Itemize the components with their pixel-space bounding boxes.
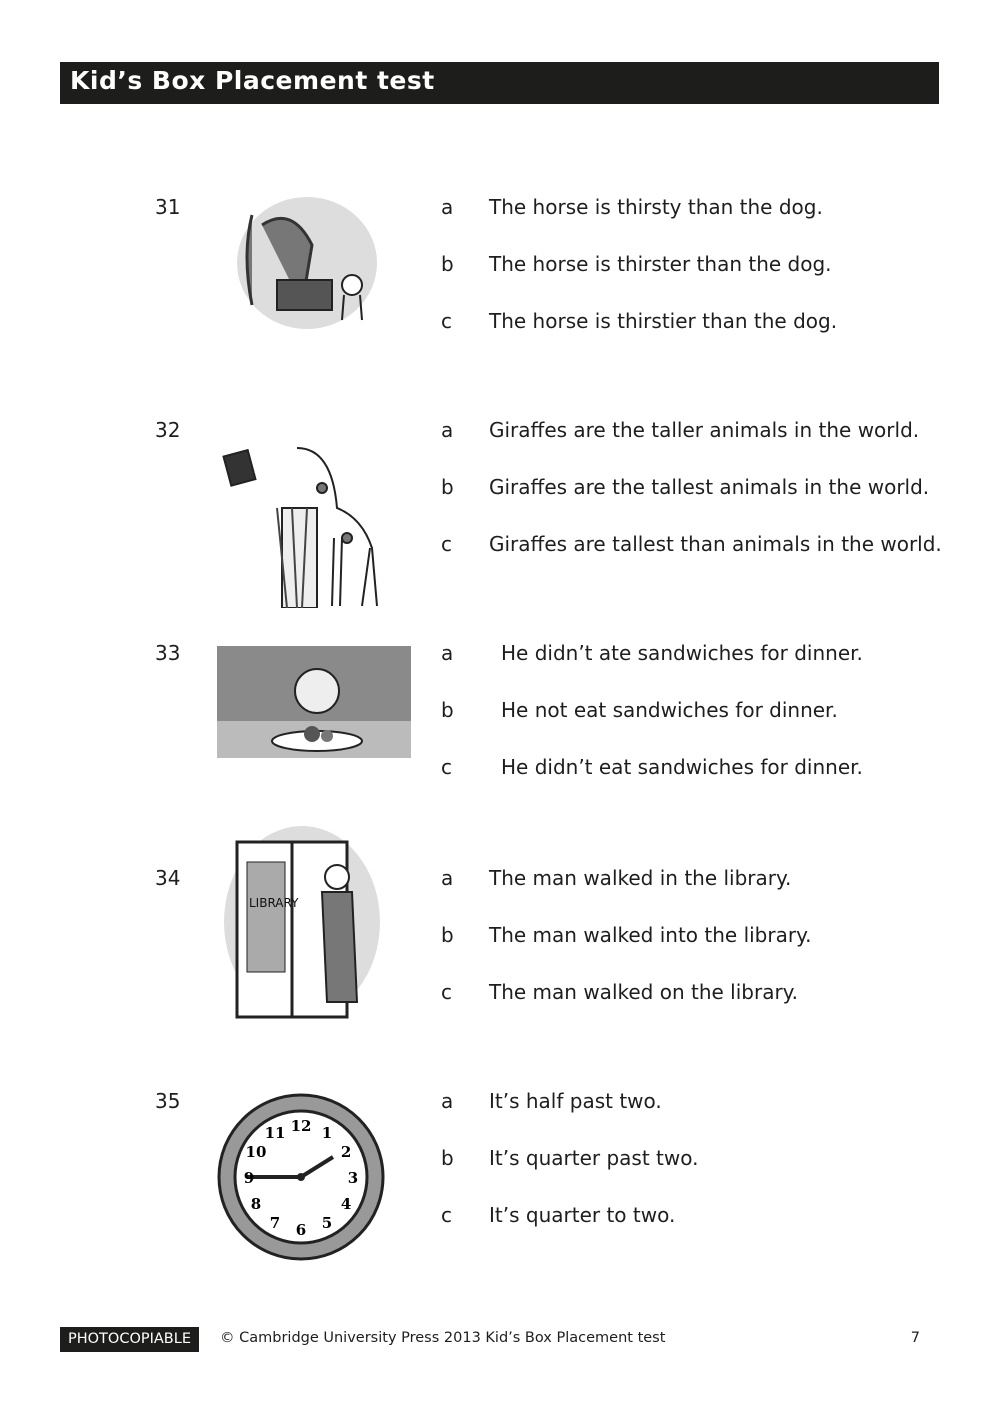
option-letter[interactable]: c	[441, 755, 452, 779]
answer-option[interactable]: Giraffes are tallest than animals in the world.	[489, 532, 942, 556]
book-title: NEW BIG MATHS	[254, 468, 304, 475]
question-number: 31	[155, 195, 181, 219]
clock-number: 1	[321, 1123, 333, 1142]
clock-number: 3	[347, 1169, 359, 1187]
answer-option[interactable]: The horse is thirsty than the dog.	[489, 195, 823, 219]
page-number: 7	[910, 1330, 920, 1346]
answer-option[interactable]: He didn’t eat sandwiches for dinner.	[501, 755, 863, 779]
answer-option[interactable]: The horse is thirstier than the dog.	[489, 309, 838, 333]
option-letter[interactable]: c	[441, 1203, 452, 1227]
answer-option[interactable]: Giraffes are the tallest animals in the world.	[489, 475, 930, 499]
man-eating-illustration	[217, 646, 411, 758]
answer-option[interactable]: He not eat sandwiches for dinner.	[501, 698, 838, 722]
answer-option[interactable]: It’s quarter to two.	[489, 1203, 676, 1227]
clock-number: 2	[340, 1143, 352, 1161]
option-letter[interactable]: c	[441, 980, 452, 1004]
footer	[60, 1327, 940, 1353]
giraffe-illustration	[222, 428, 387, 608]
option-letter[interactable]: a	[441, 1089, 454, 1113]
clock-number: 8	[250, 1195, 262, 1213]
answer-option[interactable]: The man walked into the library.	[489, 923, 812, 947]
option-letter[interactable]: b	[441, 475, 454, 499]
question-number: 34	[155, 866, 181, 890]
question-number: 35	[155, 1089, 181, 1113]
option-letter[interactable]: b	[441, 1146, 454, 1170]
clock-number: 6	[295, 1221, 307, 1239]
clock-number: 5	[321, 1214, 333, 1233]
answer-option[interactable]: It’s quarter past two.	[489, 1146, 699, 1170]
option-letter[interactable]: c	[441, 309, 452, 333]
answer-option[interactable]: The man walked in the library.	[489, 866, 792, 890]
answer-option[interactable]: He didn’t ate sandwiches for dinner.	[501, 641, 863, 665]
clock-number: 11	[264, 1123, 286, 1142]
option-letter[interactable]: a	[441, 641, 454, 665]
library-sign: LIBRARY	[249, 896, 299, 910]
option-letter[interactable]: a	[441, 418, 454, 442]
option-letter[interactable]: c	[441, 532, 452, 556]
clock-illustration	[217, 1093, 385, 1261]
answer-option[interactable]: Giraffes are the taller animals in the world.	[489, 418, 920, 442]
option-letter[interactable]: b	[441, 923, 454, 947]
clock-number: 4	[340, 1195, 352, 1213]
question-number: 32	[155, 418, 181, 442]
header-bar	[60, 62, 939, 104]
option-letter[interactable]: b	[441, 698, 454, 722]
option-letter[interactable]: a	[441, 195, 454, 219]
clock-number: 10	[245, 1143, 267, 1161]
photocopiable-badge: PHOTOCOPIABLE	[60, 1327, 199, 1352]
question-number: 33	[155, 641, 181, 665]
clock-number: 7	[269, 1214, 281, 1233]
answer-option[interactable]: The horse is thirster than the dog.	[489, 252, 832, 276]
answer-option[interactable]: It’s half past two.	[489, 1089, 662, 1113]
clock-number: 9	[243, 1169, 255, 1187]
option-letter[interactable]: b	[441, 252, 454, 276]
page-title: Kid’s Box Placement test	[70, 66, 435, 95]
answer-option[interactable]: The man walked on the library.	[489, 980, 799, 1004]
clock-number: 12	[290, 1117, 312, 1135]
option-letter[interactable]: a	[441, 866, 454, 890]
copyright-text: © Cambridge University Press 2013 Kid’s Box Placement test	[220, 1330, 666, 1346]
horse-dog-illustration	[232, 195, 382, 335]
library-door-illustration	[222, 822, 382, 1020]
